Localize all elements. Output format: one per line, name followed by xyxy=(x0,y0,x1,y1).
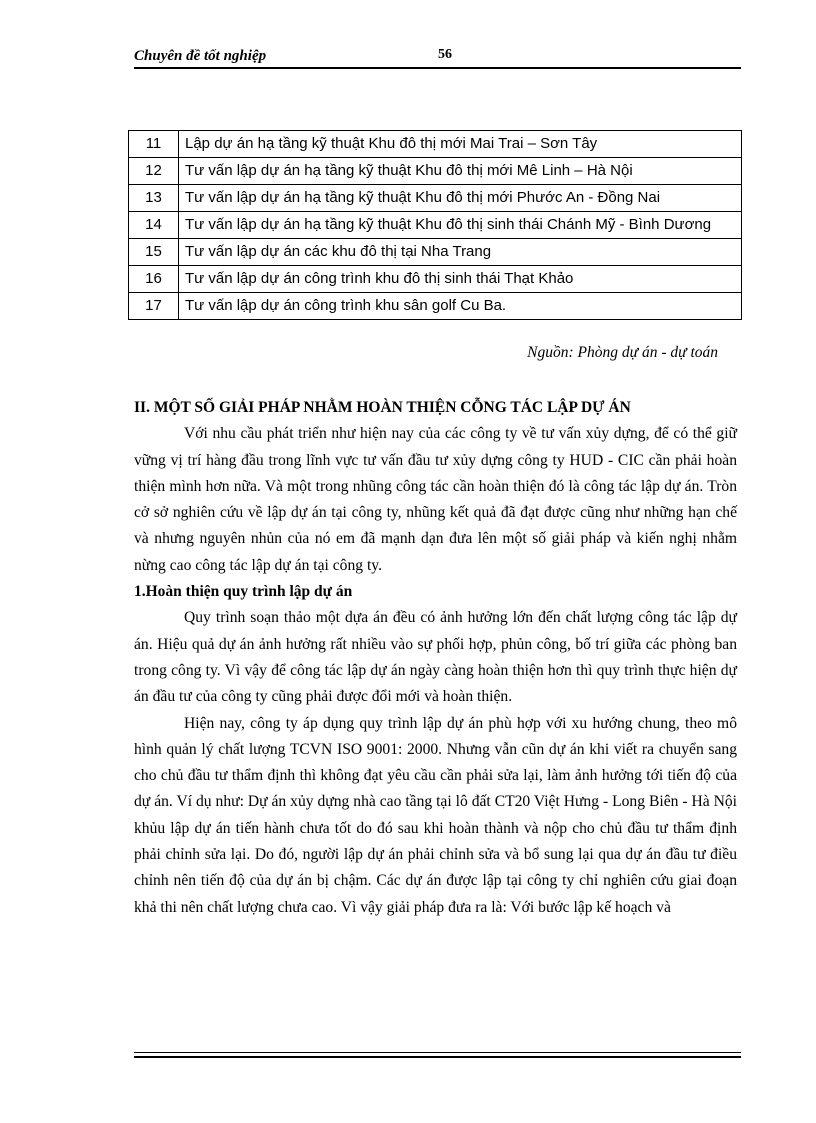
footer-divider-thick xyxy=(134,1056,741,1058)
row-number: 16 xyxy=(129,266,179,293)
row-text: Tư vấn lập dự án hạ tầng kỹ thuật Khu đô thị mới Phước An - Đồng Nai xyxy=(179,185,742,212)
row-number: 12 xyxy=(129,158,179,185)
section-heading: II. MỘT SỐ GIẢI PHÁP NHẰM HOÀN THIỆN CỖNG TÁC LẬP DỰ ÁN xyxy=(134,399,631,416)
table-row xyxy=(129,239,742,266)
row-text: Tư vấn lập dự án hạ tầng kỹ thuật Khu đô thị sinh thái Chánh Mỹ - Bình Dương xyxy=(179,212,742,239)
projects-table xyxy=(128,130,742,320)
table-row xyxy=(129,266,742,293)
table-row xyxy=(129,158,742,185)
main-content xyxy=(134,395,737,921)
table-row xyxy=(129,293,742,320)
document-title: Chuyên đề tốt nghiệp xyxy=(134,48,267,64)
row-number: 13 xyxy=(129,185,179,212)
table-source-note: Nguồn: Phòng dự án - dự toán xyxy=(527,344,718,361)
footer-divider-thin xyxy=(134,1052,741,1053)
row-number: 14 xyxy=(129,212,179,239)
row-text: Tư vấn lập dự án công trình khu sân golf Cu Ba. xyxy=(179,293,742,320)
header-divider xyxy=(134,67,741,69)
intro-paragraph: Với nhu cầu phát triển như hiện nay của các công ty về tư vấn xủy dựng, để có thể giữ vững vị trí hàng đầu trong lĩnh vực tư vấn đầu tư xủy dựng công ty HUD - CIC cần phải hoàn thiện mình hơn nữa. Và một trong nhũng công tác cần hoàn thiện đó là công tác lập dự án. Tròn cở sở nghiên cứu về lập dự án tại công ty, nhũng kết quả đã đạt được cũng như những hạn chế và nhưng nguyên nhủn của nó em đã mạnh dạn đưa lên một số giải pháp và kiến nghị nhằm nừng cao công tác lập dự án tại công ty. xyxy=(134,425,737,574)
page-header xyxy=(134,48,741,68)
row-number: 17 xyxy=(129,293,179,320)
row-text: Tư vấn lập dự án các khu đô thị tại Nha Trang xyxy=(179,239,742,266)
subsection-heading: 1.Hoàn thiện quy trình lập dự án xyxy=(134,583,353,601)
page-number: 56 xyxy=(438,47,452,62)
table-row xyxy=(129,131,742,158)
table-row xyxy=(129,212,742,239)
body-paragraph-1: Quy trình soạn thảo một dựa án đều có ảnh hưởng lớn đến chất lượng công tác lập dự án. Hiệu quả dự án ảnh hưởng rất nhiều vào sự phối hợp, phủn công, bố trí giữa các phòng ban trong công ty. Vì vậy để công tác lập dự án ngày càng hoàn thiện hơn thì quy trình thực hiện dự án đầu tư của công ty cũng phải được đổi mới và hoàn thiện. xyxy=(134,609,737,706)
body-paragraph-2: Hiện nay, công ty áp dụng quy trình lập dự án phù hợp với xu hướng chung, theo mô hình quản lý chất lượng TCVN ISO 9001: 2000. Nhưng vẫn cũn dự án khi viết ra chuyển sang cho chủ đầu tư thẩm định thì không đạt yêu cầu cần phải sửa lại, làm ảnh hưởng tới tiến độ của dự án. Ví dụ như: Dự án xủy dựng nhà cao tầng tại lô đất CT20 Việt Hưng - Long Biên - Hà Nội khủu lập dự án tiến hành chưa tốt do đó sau khi hoàn thành và nộp cho chủ đầu tư thẩm định phải chỉnh sửa lại. Do đó, người lập dự án phải chỉnh sửa và bổ sung lại qua dự án đầu tư điều chỉnh nên tiến độ của dự án bị chậm. Các dự án được lập tại công ty chỉ nghiên cứu giai đoạn khả thi nên chất lượng chưa cao. Vì vậy giải pháp đưa ra là: Với bước lập kế hoạch và xyxy=(134,714,737,916)
row-number: 11 xyxy=(129,131,179,158)
row-text: Lập dự án hạ tầng kỹ thuật Khu đô thị mới Mai Trai – Sơn Tây xyxy=(179,131,742,158)
row-number: 15 xyxy=(129,239,179,266)
row-text: Tư vấn lập dự án hạ tầng kỹ thuật Khu đô thị mới Mê Linh – Hà Nội xyxy=(179,158,742,185)
row-text: Tư vấn lập dự án công trình khu đô thị sinh thái Thạt Khảo xyxy=(179,266,742,293)
table-row xyxy=(129,185,742,212)
